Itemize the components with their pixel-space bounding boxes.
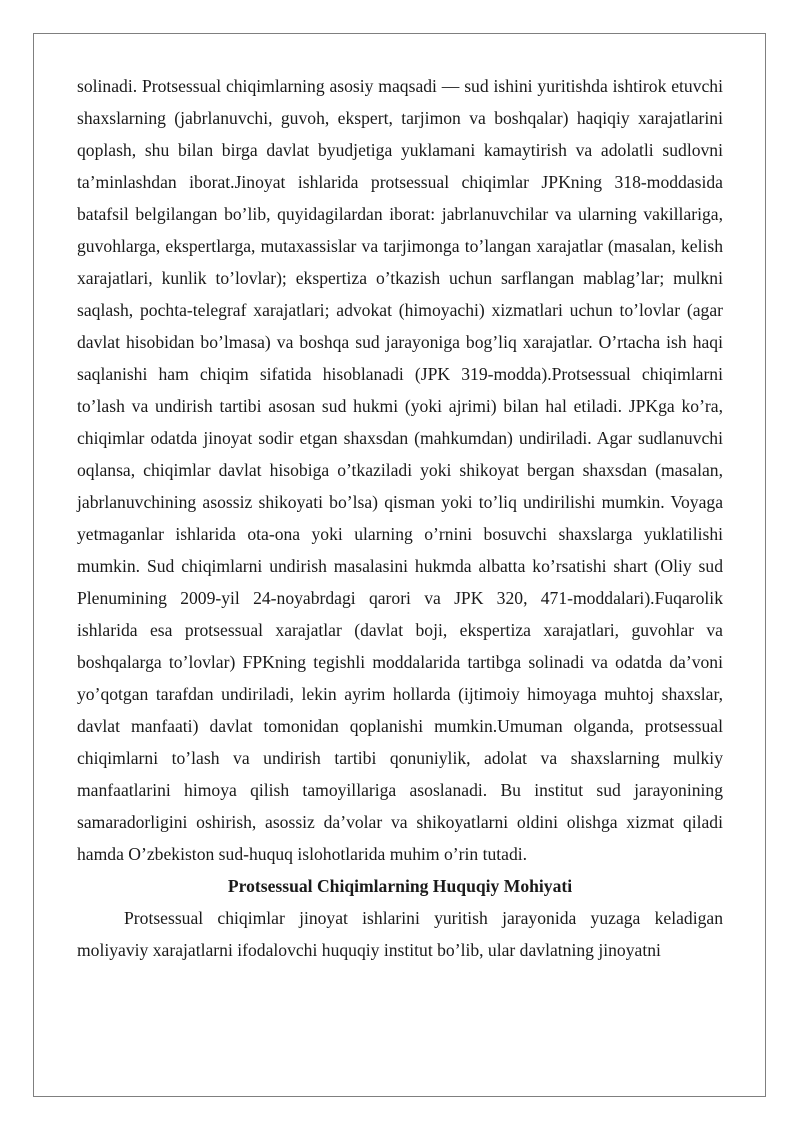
- body-paragraph: solinadi. Protsessual chiqimlarning asosiy maqsadi — sud ishini yuritishda ishtirok etuvchi shaxslarning (jabrlanuvchi, guvoh, ekspert, tarjimon va boshqalar) haqiqiy xarajatlarini qoplash, shu bilan birga davlat byudjetiga yuklamani kamaytirish va adolatli sudlovni ta’minlashdan iborat.Jinoyat ishlarida protsessual chiqimlar JPKning 318-moddasida batafsil belgilangan bo’lib, quyidagilardan iborat: jabrlanuvchilar va ularning vakillariga, guvohlarga, ekspertlarga, mutaxassislar va tarjimonga to’langan xarajatlar (masalan, kelish xarajatlari, kunlik to’lovlar); ekspertiza o’tkazish uchun sarflangan mablag’lar; mulkni saqlash, pochta-telegraf xarajatlari; advokat (himoyachi) xizmatlari uchun to’lovlar (agar davlat hisobidan bo’lmasa) va boshqa sud jarayoniga bog’liq xarajatlar. O’rtacha ish haqi saqlanishi ham chiqim sifatida hisoblanadi (JPK 319-modda).Protsessual chiqimlarni to’lash va undirish tartibi asosan sud hukmi (yoki ajrimi) bilan hal etiladi. JPKga ko’ra, chiqimlar odatda jinoyat sodir etgan shaxsdan (mahkumdan) undiriladi. Agar sudlanuvchi oqlansa, chiqimlar davlat hisobiga o’tkaziladi yoki shikoyat bergan shaxsdan (masalan, jabrlanuvchining asossiz shikoyati bo’lsa) qisman yoki to’liq undirilishi mumkin. Voyaga yetmaganlar ishlarida ota-ona yoki ularning o’rnini bosuvchi shaxslarga yuklatilishi mumkin. Sud chiqimlarni undirish masalasini hukmda albatta ko’rsatishi shart (Oliy sud Plenumining 2009-yil 24-noyabrdagi qarori va JPK 320, 471-moddalari).Fuqarolik ishlarida esa protsessual xarajatlar (davlat boji, ekspertiza xarajatlari, guvohlar va boshqalarga to’lovlar) FPKning tegishli moddalarida tartibga solinadi va odatda da’voni yo’qotgan tarafdan undiriladi, lekin ayrim hollarda (ijtimoiy himoyaga muhtoj shaxslar, davlat manfaati) davlat tomonidan qoplanishi mumkin.Umuman olganda, protsessual chiqimlarni to’lash va undirish tartibi qonuniylik, adolat va shaxslarning mulkiy manfaatlarini himoya qilish tamoyillariga asoslanadi. Bu institut sud jarayonining samaradorligini oshirish, asossiz da’volar va shikoyatlarni oldini olishga xizmat qiladi hamda O’zbekiston sud-huquq islohotlarida muhim o’rin tutadi.: [77, 76, 723, 864]
- body-paragraph: Protsessual chiqimlar jinoyat ishlarini yuritish jarayonida yuzaga keladigan moliyaviy xarajatlarni ifodalovchi huquqiy institut bo’lib, ular davlatning jinoyatni: [77, 908, 723, 960]
- section-heading: Protsessual Chiqimlarning Huquqiy Mohiyati: [227, 876, 573, 896]
- document-body: [77, 70, 723, 966]
